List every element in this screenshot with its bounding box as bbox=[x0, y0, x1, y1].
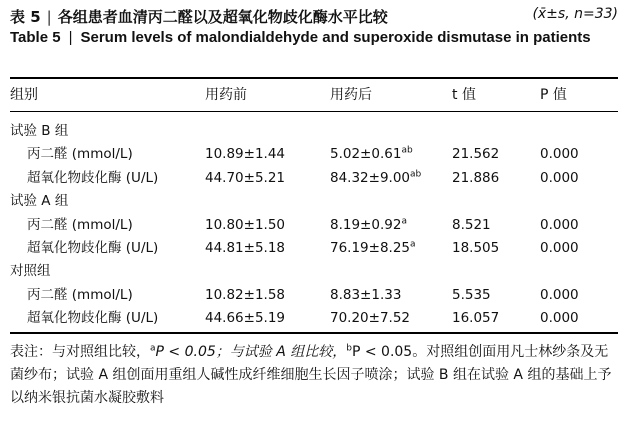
after-value: 84.32±9.00 bbox=[330, 169, 411, 186]
header-before: 用药前 bbox=[205, 87, 247, 103]
row-label: 丙二醛 (mmol/L) bbox=[27, 216, 133, 233]
title-separator-en: | bbox=[68, 29, 73, 46]
table-stats-note: (x̄±s, n=33) bbox=[532, 6, 618, 22]
cell-after bbox=[330, 239, 416, 257]
cell-t: 21.886 bbox=[452, 169, 500, 186]
after-value: 5.02±0.61 bbox=[330, 146, 402, 163]
table-number-label-en: Table 5 bbox=[10, 29, 61, 46]
after-value: 8.83±1.33 bbox=[330, 286, 402, 303]
cell-before: 44.70±5.21 bbox=[205, 169, 286, 186]
table-footnote bbox=[10, 341, 622, 410]
after-superscript: a bbox=[410, 239, 416, 250]
cell-p: 0.000 bbox=[540, 216, 579, 233]
footnote-text-3: P < 0.05。对照组创面用凡士林纱条及无菌纱布；试验 A 组创面用重组人碱性成纤维细胞生长因子喷涂；试验 B 组在试验 A 组的基础上予以纳米银抗菌水凝胶敷料 bbox=[10, 344, 612, 406]
cell-after bbox=[330, 145, 413, 163]
table-bottom-rule bbox=[10, 332, 618, 334]
after-superscript: ab bbox=[410, 169, 422, 180]
table-caption-en: Serum levels of malondialdehyde and superoxide dismutase in patients bbox=[80, 29, 591, 46]
cell-p: 0.000 bbox=[540, 310, 579, 327]
group-label: 试验 A 组 bbox=[10, 193, 69, 210]
cell-t: 21.562 bbox=[452, 146, 500, 163]
footnote-sup-b: b bbox=[346, 343, 352, 354]
title-separator: | bbox=[46, 8, 52, 26]
footnote-sup-a: a bbox=[150, 343, 156, 354]
row-label: 丙二醛 (mmol/L) bbox=[27, 286, 133, 303]
table-header-rule bbox=[10, 111, 618, 112]
after-value: 8.19±0.92 bbox=[330, 216, 402, 233]
row-label: 丙二醛 (mmol/L) bbox=[27, 146, 133, 163]
cell-after bbox=[330, 309, 410, 327]
group-label: 对照组 bbox=[10, 263, 51, 280]
cell-after bbox=[330, 169, 421, 187]
header-t: t 值 bbox=[452, 87, 476, 103]
cell-after bbox=[330, 286, 401, 304]
footnote-text-2: P < 0.05；与试验 A 组比较， bbox=[155, 344, 347, 360]
after-superscript: ab bbox=[401, 145, 413, 156]
header-group: 组别 bbox=[10, 87, 38, 103]
cell-before: 44.81±5.18 bbox=[205, 240, 286, 256]
cell-p: 0.000 bbox=[540, 240, 579, 256]
cell-p: 0.000 bbox=[540, 286, 579, 303]
row-label: 超氧化物歧化酶 (U/L) bbox=[27, 169, 159, 186]
table-title-cn bbox=[10, 6, 622, 27]
group-label: 试验 B 组 bbox=[10, 123, 69, 139]
table-top-rule bbox=[10, 77, 618, 79]
after-value: 70.20±7.52 bbox=[330, 310, 411, 327]
after-value: 76.19±8.25 bbox=[330, 240, 411, 256]
after-superscript: a bbox=[401, 216, 407, 227]
cell-t: 5.535 bbox=[452, 286, 491, 303]
row-label: 超氧化物歧化酶 (U/L) bbox=[27, 240, 159, 256]
cell-before: 44.66±5.19 bbox=[205, 310, 286, 327]
cell-before: 10.80±1.50 bbox=[205, 216, 286, 233]
cell-p: 0.000 bbox=[540, 146, 579, 163]
cell-before: 10.82±1.58 bbox=[205, 286, 286, 303]
cell-t: 8.521 bbox=[452, 216, 491, 233]
header-after: 用药后 bbox=[330, 87, 372, 103]
table-caption-cn: 各组患者血清丙二醛以及超氧化物歧化酶水平比较 bbox=[57, 8, 388, 26]
table-title-en bbox=[10, 27, 610, 49]
cell-after bbox=[330, 216, 407, 234]
footnote-text-1: 表注：与对照组比较， bbox=[10, 344, 150, 360]
cell-t: 18.505 bbox=[452, 240, 500, 256]
table-number-label: 表 5 bbox=[10, 8, 41, 26]
row-label: 超氧化物歧化酶 (U/L) bbox=[27, 310, 159, 327]
cell-t: 16.057 bbox=[452, 310, 500, 327]
header-p: P 值 bbox=[540, 87, 567, 103]
cell-p: 0.000 bbox=[540, 169, 579, 186]
cell-before: 10.89±1.44 bbox=[205, 146, 286, 163]
